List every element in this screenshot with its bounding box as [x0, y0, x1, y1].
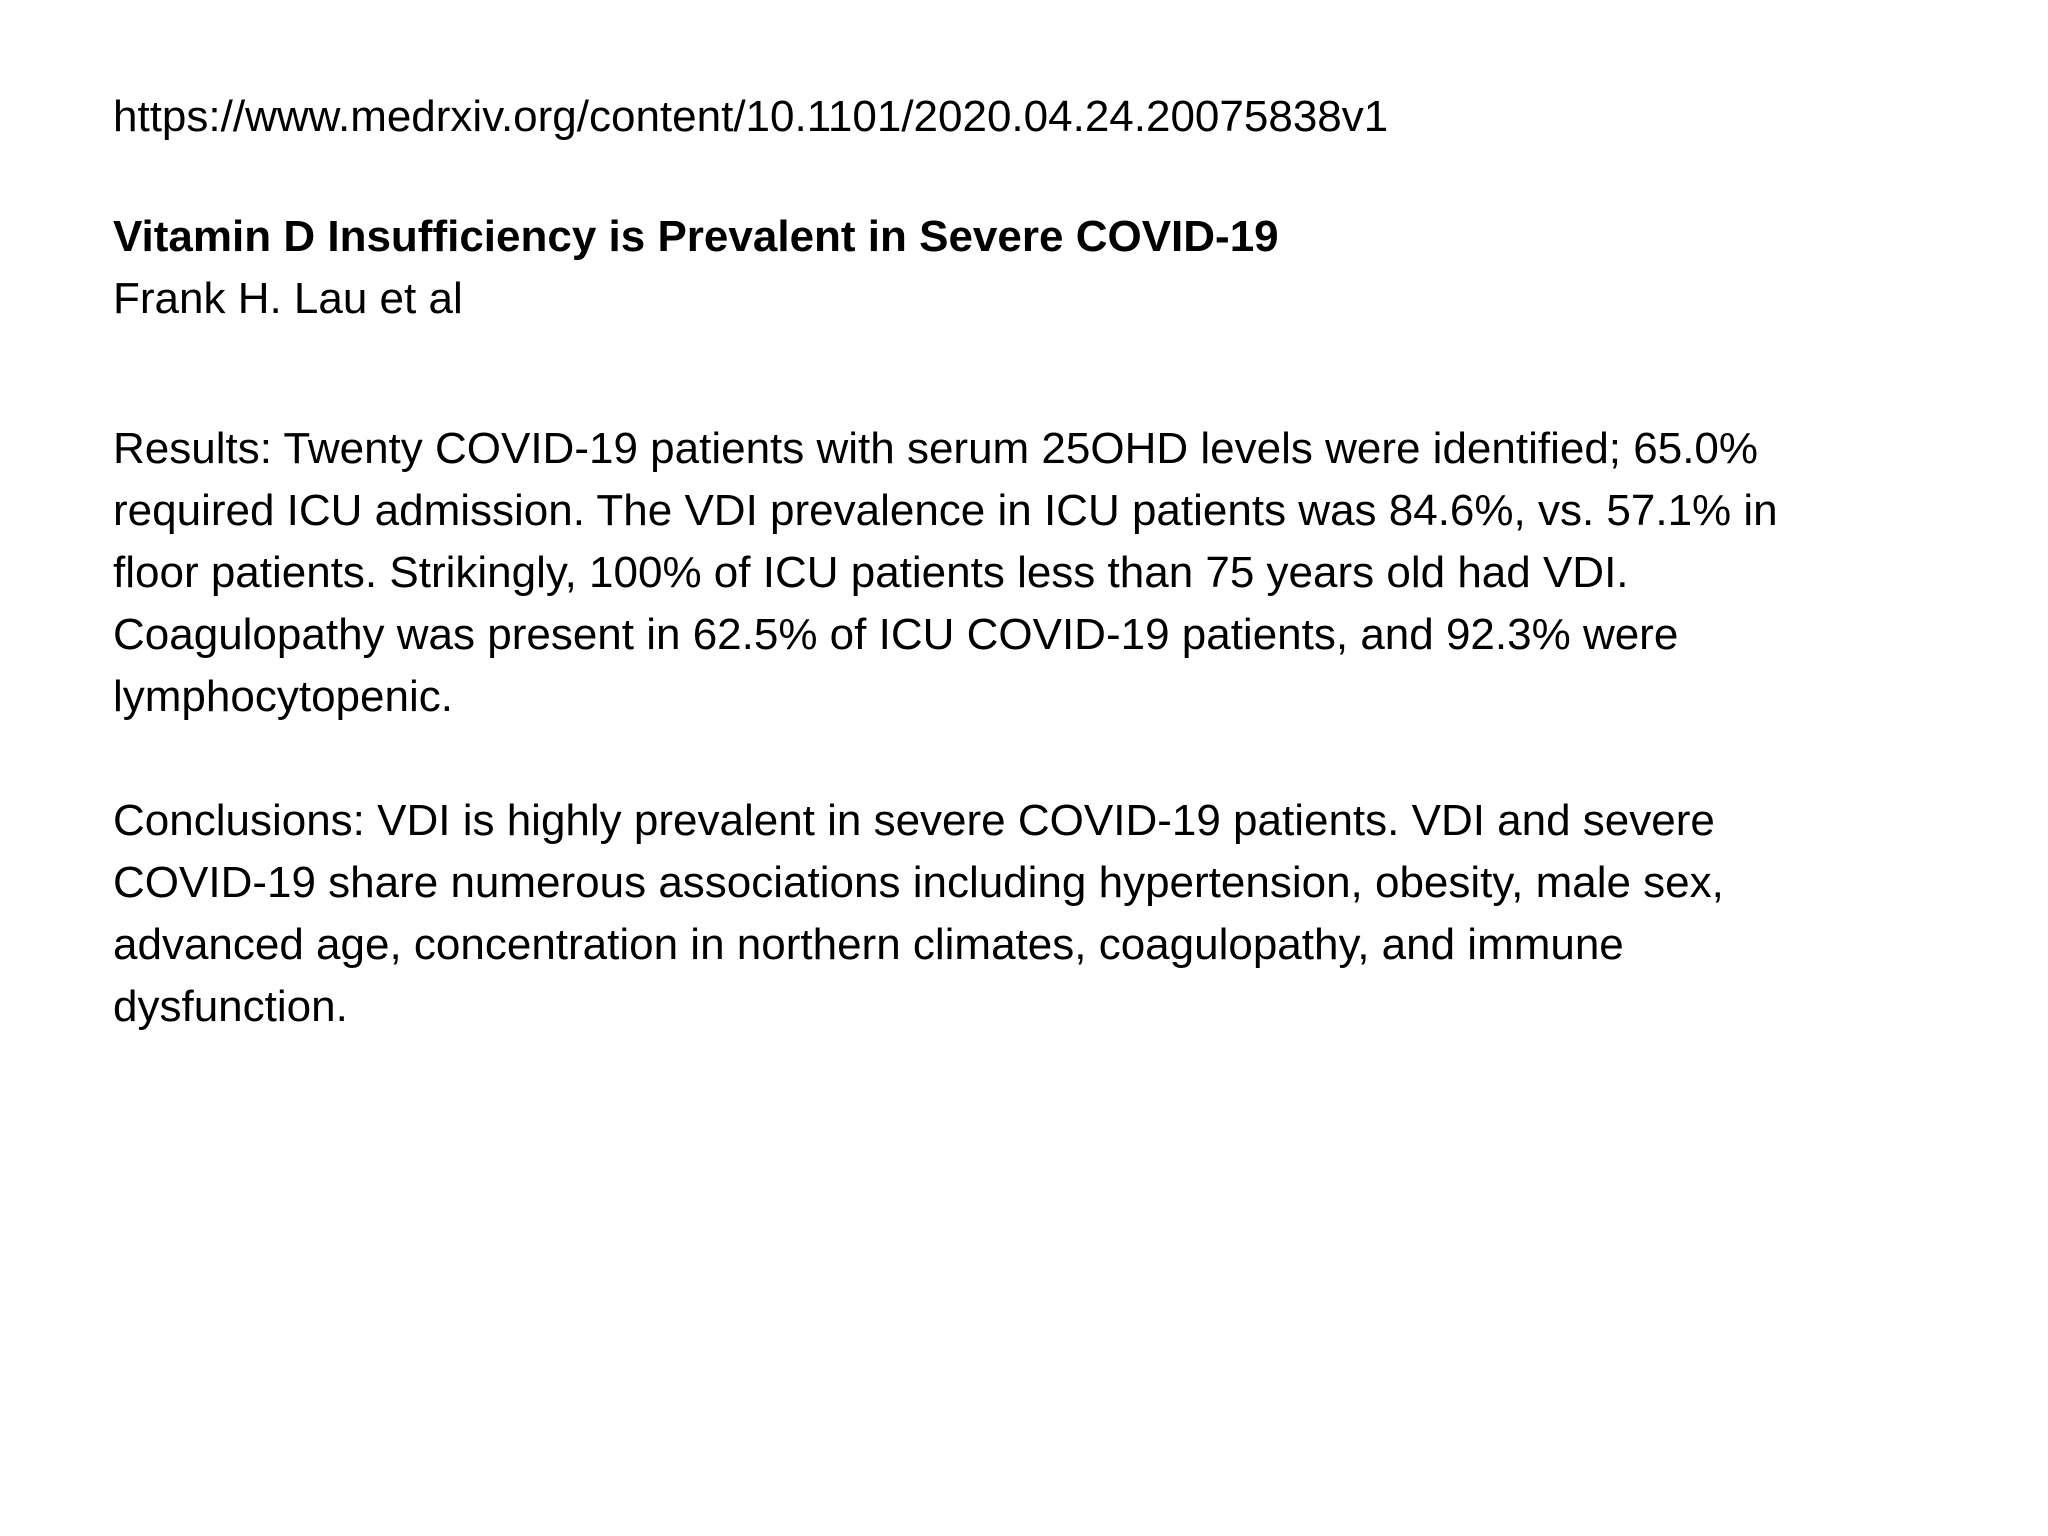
results-line: required ICU admission. The VDI prevalence in ICU patients was 84.6%, vs. 57.1% in — [113, 486, 1778, 535]
conclusions-line: advanced age, concentration in northern climates, coagulopathy, and immune — [113, 920, 1624, 969]
conclusions-paragraph — [113, 790, 1933, 1038]
conclusions-line: Conclusions: VDI is highly prevalent in severe COVID-19 patients. VDI and severe — [113, 796, 1715, 845]
conclusions-line: dysfunction. — [113, 982, 348, 1031]
results-line: Results: Twenty COVID-19 patients with serum 25OHD levels were identified; 65.0% — [113, 424, 1759, 473]
conclusions-line: COVID-19 share numerous associations including hypertension, obesity, male sex, — [113, 858, 1724, 907]
results-line: floor patients. Strikingly, 100% of ICU patients less than 75 years old had VDI. — [113, 548, 1629, 597]
results-line: lymphocytopenic. — [113, 672, 453, 721]
results-paragraph — [113, 418, 1933, 728]
author-line: Frank H. Lau et al — [113, 274, 463, 323]
source-url: https://www.medrxiv.org/content/10.1101/2020.04.24.20075838v1 — [113, 92, 1389, 141]
results-line: Coagulopathy was present in 62.5% of ICU COVID-19 patients, and 92.3% were — [113, 610, 1679, 659]
paper-title: Vitamin D Insufficiency is Prevalent in Severe COVID-19 — [113, 212, 1279, 261]
